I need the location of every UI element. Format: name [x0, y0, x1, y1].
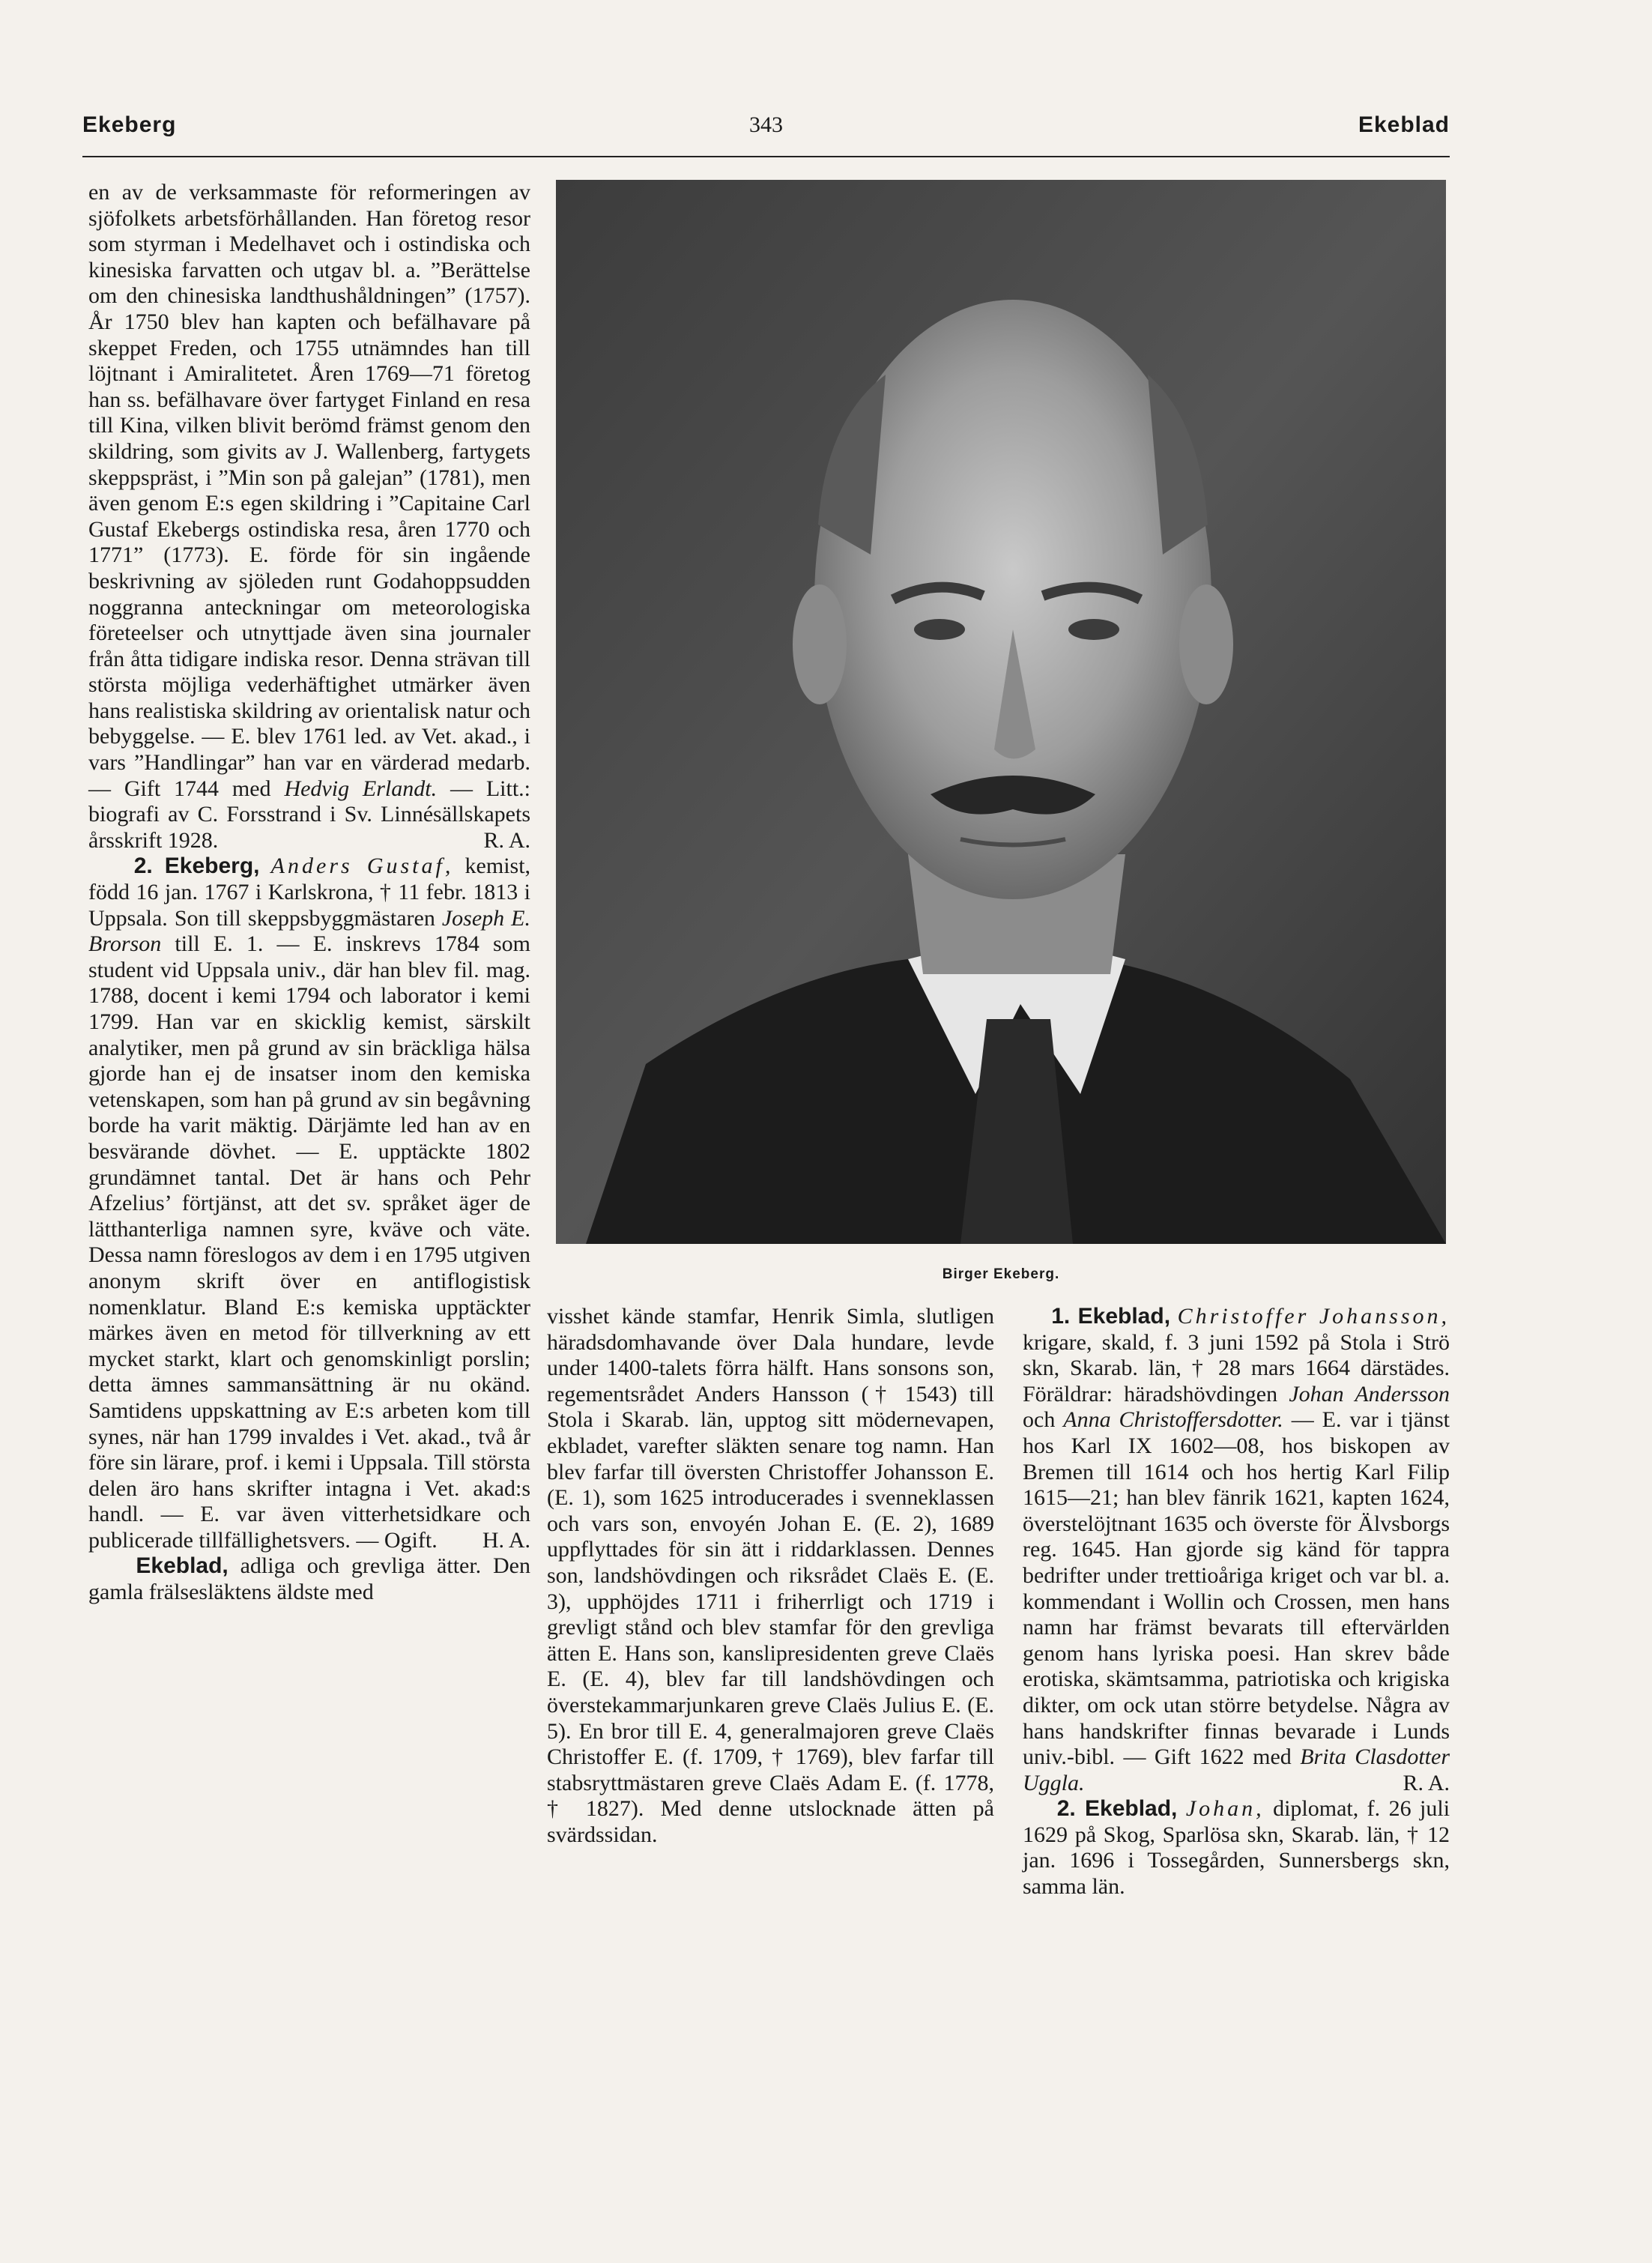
author-signature: R. A.	[483, 827, 530, 853]
photo-caption: Birger Ekeberg.	[942, 1266, 1060, 1282]
header-left-keyword: Ekeberg	[82, 112, 177, 137]
conjunction: och	[1023, 1407, 1056, 1433]
header-rule	[82, 156, 1450, 157]
entry-text: en av de verksammaste för reformeringen av sjöfolkets arbetsförhållanden. Han företog resor som styrman i Medelhavet och i ostindiska och kinesiska farvatten och utgav bl. a. ”Berättelse om den chinesiska landthushåldningen” (1757). År 1750 blev han kapten och befälhavare på skeppet Freden, och 1755 utnämndes han till löjtnant i Amiralitetet. Åren 1769—71 företog han ss. befälhavare över fartyget Finland en resa till Kina, vilken blivit berömd främst genom den skildring, som givits av J. Wallenberg, fartygets skeppspräst, i ”Min son på galejan” (1781), men även genom E:s egen skildring i ”Capitaine Carl Gustaf Ekebergs ostindiska resa, åren 1770 och 1771” (1773). E. förde för sin ingående beskrivning av sjöleden runt Godahoppsudden noggranna anteckningar om meteorologiska företeelser och utnyttjade även sina journaler från åtta tidigare indiska resor. Denna strävan till största möjliga vederhäftighet utmärker även hans realistiska skildring av orientalisk natur och bebyggelse. — E. blev 1761 led. av Vet. akad., i vars ”Handlingar” han var en värderad medarb. — Gift 1744 med	[88, 180, 530, 801]
spouse-name: Brita Clasdotter Uggla.	[1023, 1744, 1450, 1795]
entry-ekeblad-2	[1023, 1796, 1450, 1900]
column-1	[88, 180, 530, 1606]
entry-ekeberg-1-continued	[88, 180, 530, 853]
author-signature: H. A.	[482, 1527, 530, 1553]
entry-ekeberg-2	[88, 853, 530, 1553]
entry-text: kemist, född 16 jan. 1767 i Karlskrona, † 11 febr. 1813 i Uppsala. Son till skeppsbyggmästaren	[88, 853, 531, 931]
page-number: 343	[749, 112, 783, 137]
column-2	[547, 1304, 994, 1848]
entry-text-continued: till E. 1. — E. inskrevs 1784 som student vid Uppsala univ., där han blev fil. mag. 1788, docent i kemi 1794 och laborator i kemi 1799. Han var en skicklig kemist, särskilt analytiker, men på grund av sin bräckliga hälsa gjorde han ej de insatser inom den kemiska vetenskapen, som han på grund av sin begåvning borde ha varit mäktig. Därjämte led han av en besvärande dövhet. — E. upptäckte 1802 grundämnet tantal. Det är hans och Pehr Afzelius’ förtjänst, att det sv. språket äger de lätthanterliga namnen syre, kväve och väte. Dessa namn föreslogos av dem i en 1795 utgiven anonym skrift över en antiflogistisk nomenklatur. Bland E:s kemiska upptäckter märkes även en metod för tillverkning av ett mycket starkt, klart och genomskinligt porslin; detta ämnes sammansättning är nu okänd. Samtidens uppskattning av E:s arbeten kom till synes, när han 1799 invaldes i Vet. akad., två år före sin lärare, prof. i kemi i Uppsala. Till största delen äro hans skrifter intagna i Vet. akad:s handl. — E. var även vitterhetsidkare och publicerade tillfällighetsvers. — Ogift.	[88, 931, 530, 1553]
father-name: Joseph E. Brorson	[88, 905, 530, 957]
portrait-photo	[556, 180, 1446, 1244]
entry-text: krigare, skald, f. 3 juni 1592 på Stola i Strö skn, Skarab. län, † 28 mars 1664 därstädes. Föräldrar: häradshövdingen	[1023, 1329, 1450, 1407]
portrait-illustration	[556, 180, 1446, 1244]
running-header	[82, 112, 1450, 145]
spouse-name: Hedvig Erlandt.	[284, 776, 438, 801]
entry-person-name: Christoffer Johansson,	[1177, 1304, 1450, 1329]
mother-name: Anna Christoffersdotter.	[1063, 1407, 1283, 1433]
father-name: Johan Andersson	[1289, 1381, 1450, 1407]
entry-ekeblad-family	[88, 1553, 530, 1605]
entry-text-continued: — E. var i tjänst hos Karl IX 1602—08, hos biskopen av Bremen till 1614 och hos hertig Karl Filip 1615—21; han blev fänrik 1621, kapten 1624, överstelöjtnant 1635 och överste för Älvsborgs reg. 1645. Han gjorde sig känd för tappra bedrifter under trettioåriga kriget och var bl. a. kommendant i Wollin och Crossen, men hans namn har främst bevarats till eftervärlden genom hans lyriska poesi. Han skrev både erotiska, skämtsamma, patriotiska och krigiska dikter, om ock utan större betydelse. Några av hans handskrifter finnas bevarade i Lunds univ.-bibl. — Gift 1622 med	[1023, 1407, 1450, 1770]
entry-person-name: Anders Gustaf,	[270, 853, 454, 879]
entry-ekeblad-1	[1023, 1304, 1450, 1796]
column-3	[1023, 1304, 1450, 1900]
entry-heading: 2. Ekeberg,	[133, 853, 260, 879]
entry-heading: Ekeblad,	[136, 1553, 229, 1579]
entry-person-name: Johan,	[1185, 1796, 1265, 1822]
header-right-keyword: Ekeblad	[1358, 112, 1450, 137]
author-signature: R. A.	[1403, 1770, 1450, 1795]
literature-note: — Litt.: biografi av C. Forsstrand i Sv. Linnésällskapets årsskrift 1928.	[88, 776, 531, 853]
family-history-text: visshet kände stamfar, Henrik Simla, slutligen häradsdomhavande över Dala hundare, levde under 1400-talets förra hälft. Hans sonsons son, regementsrådet Anders Hansson († 1543) till Stola i Skarab. län, upptog sitt mödernevapen, ekbladet, varefter släkten senare tog namn. Han blev farfar till översten Christoffer Johansson E. (E. 1), som 1625 introducerades i svenneklassen och vars son, envoyén Johan E. (E. 2), 1689 uppflyttades för sin ätt i riddarklassen. Dennes son, landshövdingen och riksrådet Claës E. (E. 3), upphöjdes 1711 i friherrligt och 1719 i grevligt stånd och blev stamfar för den grevliga ätten E. Hans son, kanslipresidenten greve Claës E. (E. 4), blev far till landshövdingen och överstekammarjunkaren greve Claës Julius E. (E. 5). En bror till E. 4, generalmajoren greve Claës Christoffer E. (f. 1709, † 1769), blev farfar till stabsryttmästaren greve Claës Adam E. (f. 1778, † 1827). Med denne utslocknade ätten på svärdssidan.	[547, 1304, 994, 1847]
entry-heading: 1. Ekeblad,	[1051, 1304, 1171, 1329]
entry-text: diplomat, f. 26 juli 1629 på Skog, Sparlösa skn, Skarab. län, † 12 jan. 1696 i Tossegården, Sunnersbergs skn, samma län.	[1023, 1796, 1450, 1900]
entry-text: adliga och grevliga ätter. Den gamla frälsesläktens äldste med	[88, 1553, 531, 1605]
entry-heading: 2. Ekeblad,	[1056, 1796, 1178, 1822]
